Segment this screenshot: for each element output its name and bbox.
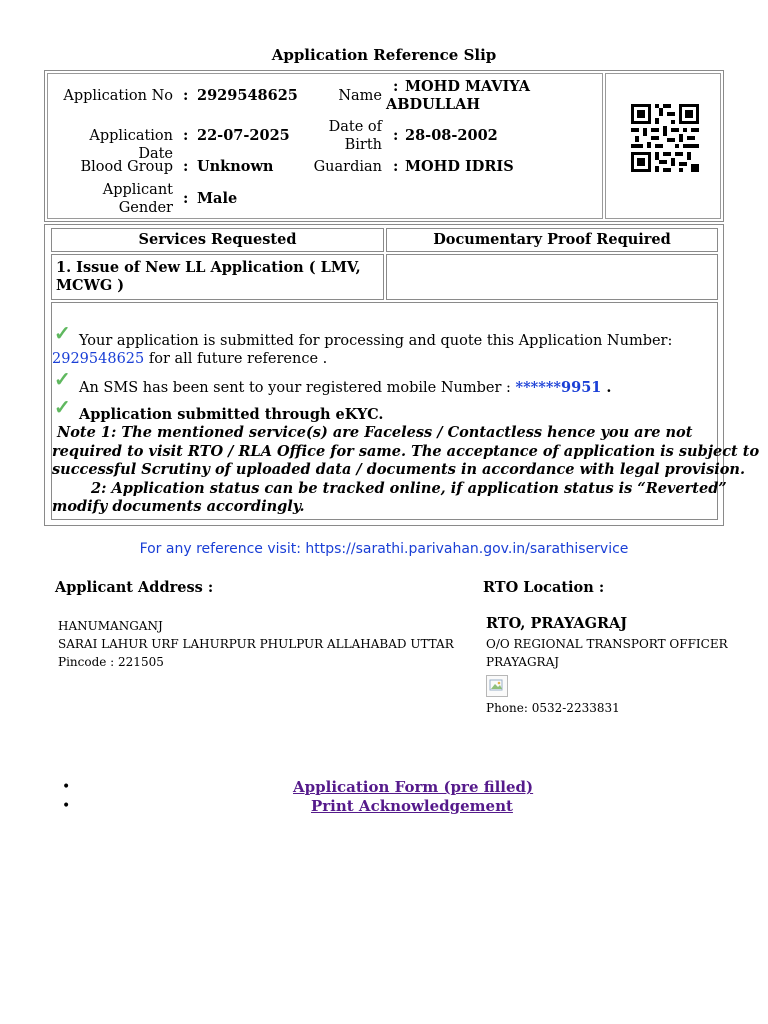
application-date-value: 22-07-2025	[197, 127, 290, 144]
bullet: •	[62, 798, 71, 814]
colon: :	[183, 190, 189, 207]
rto-name: RTO, PRAYAGRAJ	[486, 615, 628, 632]
services-header: Services Requested	[51, 228, 384, 252]
application-number-ref: 2929548625	[52, 351, 145, 367]
application-no-label: Application No	[63, 88, 173, 104]
service-line1: 1. Issue of New LL Application ( LMV,	[56, 259, 361, 276]
colon: :	[393, 78, 399, 95]
sms-pre: An SMS has been sent to your registered mobile Number :	[79, 380, 516, 396]
rto-line1: O/O REGIONAL TRANSPORT OFFICER	[486, 637, 728, 651]
rto-phone: Phone: 0532-2233831	[486, 701, 620, 715]
check-icon: ✓	[54, 395, 71, 419]
dob-value: 28-08-2002	[405, 127, 498, 144]
check-icon: ✓	[54, 321, 71, 345]
application-no-value: 2929548625	[197, 87, 298, 104]
bullet: •	[62, 779, 71, 795]
print-acknowledgement-link[interactable]: Print Acknowledgement	[311, 797, 513, 815]
page-title: Application Reference Slip	[271, 46, 497, 64]
dob-label-line1: Date of	[328, 119, 382, 135]
name-label: Name	[338, 88, 382, 104]
broken-image-icon	[486, 675, 508, 697]
sms-number: ******9951	[515, 379, 602, 396]
applicant-address-heading: Applicant Address :	[55, 579, 214, 596]
name-value-line2: ABDULLAH	[386, 96, 481, 113]
dob-label-line2: Birth	[344, 137, 382, 153]
proof-header: Documentary Proof Required	[386, 228, 718, 252]
submitted-message-line2	[52, 350, 327, 368]
note1-line1: Note 1: The mentioned service(s) are Faceless / Contactless hence you are not	[57, 424, 693, 441]
note1-line3: successful Scrutiny of uploaded data / documents in accordance with legal provision.	[52, 461, 745, 478]
note2-line2: modify documents accordingly.	[52, 498, 305, 515]
note2-line1: 2: Application status can be tracked online, if application status is “Reverted”	[91, 480, 727, 497]
colon: :	[393, 158, 399, 175]
address-pincode: Pincode : 221505	[58, 655, 164, 669]
blood-group-value: Unknown	[197, 158, 274, 175]
gender-label-line1: Applicant	[102, 182, 173, 198]
note1-line2: required to visit RTO / RLA Office for same. The acceptance of application is subject to	[52, 443, 760, 460]
proof-cell	[386, 254, 718, 300]
name-value-line1: MOHD MAVIYA	[405, 78, 530, 95]
gender-label-line2: Gender	[118, 200, 173, 216]
colon: :	[183, 127, 189, 144]
colon: :	[183, 87, 189, 104]
application-form-link[interactable]: Application Form (pre filled)	[293, 778, 534, 796]
rto-line2: PRAYAGRAJ	[486, 655, 560, 669]
sms-post: .	[601, 379, 612, 396]
submitted-message: Your application is submitted for processing and quote this Application Number:	[79, 333, 673, 349]
sms-message	[79, 379, 611, 397]
guardian-label: Guardian	[313, 159, 382, 175]
submitted-post: for all future reference .	[144, 351, 328, 367]
gender-value: Male	[197, 190, 238, 207]
blood-group-label: Blood Group	[80, 159, 173, 175]
rto-location-heading: RTO Location :	[483, 579, 605, 596]
service-cell	[51, 254, 384, 300]
qr-code-icon	[631, 104, 699, 172]
guardian-value: MOHD IDRIS	[405, 158, 514, 175]
check-icon: ✓	[54, 367, 71, 391]
address-line2: SARAI LAHUR URF LAHURPUR PHULPUR ALLAHABAD UTTAR	[58, 637, 454, 651]
ekyc-message: Application submitted through eKYC.	[79, 406, 384, 423]
reference-link-text: For any reference visit: https://sarathi.parivahan.gov.in/sarathiservice	[139, 541, 629, 557]
colon: :	[183, 158, 189, 175]
service-line2: MCWG )	[56, 277, 125, 294]
colon: :	[393, 127, 399, 144]
address-line1: HANUMANGANJ	[58, 619, 163, 633]
application-date-label: Application Date	[89, 128, 173, 162]
